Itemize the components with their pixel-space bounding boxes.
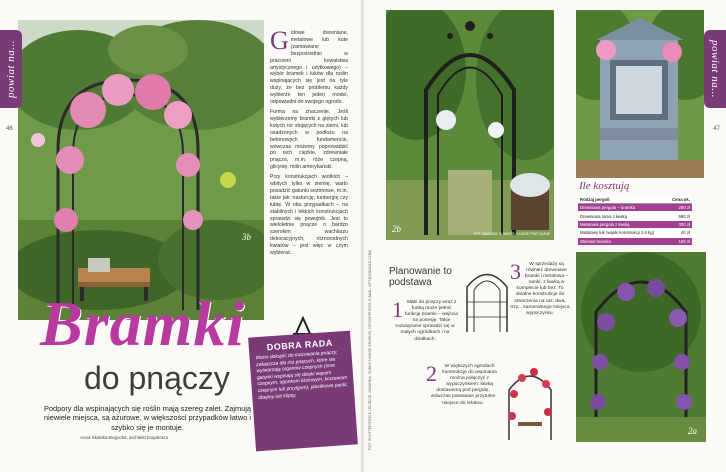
photo-credit: FOT. MEADOW SLIMMOR / LUDZIE PRZYJAZNE [473,232,550,236]
step-2-number: 2 [426,361,437,386]
table-row [578,204,692,212]
price-row-name: Stalowa bramka [578,237,667,245]
price-row-price: 590 zł [667,212,692,220]
left-page [0,0,362,472]
iron-arch-illustration [386,10,554,240]
step-2 [426,361,500,407]
section-tab [0,30,22,108]
blue-pergola-photo [576,10,704,178]
garden-arch-photo [18,20,264,320]
photo-label-2a: 2a [688,426,697,436]
price-row-name: Metalowy łuk (wąski konstrukcji 1,6 kg) [578,229,667,237]
tip-box [248,331,358,452]
table-row [578,212,692,220]
blue-pergola-illustration [576,10,704,178]
price-row-price: 250 zł [667,204,692,212]
photo-credits [368,250,376,460]
article-paragraph-2: Forma na znaczenie. Jeśli wybierzemy bramki z giętych lub kutych rur stojących na ziemi, lub osadzonych w podłożu na betonowych fundamencie, wówczas możemy poprowadzić po nich ciężkie, zdrewniałe pnącza, m.in. róże czepną, glicynię, milin amerykański. [270,108,348,171]
clematis-arch-photo [576,252,706,442]
table-row [578,220,692,228]
photo-credits-text: FOT. SHUTTERSTOCK (ZDJĘCIE: SKAWINA, SUNNY HOUSE GRAPHIC, ISTOCKPHOTO, E-MAIL: APT@GOOGLE.COM) [368,250,372,450]
table-row [578,237,692,245]
step-3-number: 3 [510,259,521,284]
price-row-price: 160 zł [667,237,692,245]
article-title: Bramki [40,288,246,359]
article-paragraph-1: otowe drewniane, metalowe lub kute (zamawiane bezpośrednio w pracowni kowalstwa artystycznego i użytkowego) – wybór bramek i łuków dla roślin wspinających się jest na tyle duży, że bez problemu każdy wybierze ten jeden model, odpowiedni do swojego ogrodu. [270,30,348,106]
article-column [270,26,348,257]
tip-text: Warto dokupić do mocowania pnączy, zwłaszcza dla róż pnących, które nie wytwarzają organów czepnych (inne gatunki wspinają się dzięki wąsom czepnym, ogonkom liściowym, korzeniom czepnym lub przylgom), plastikowe paski, obejmy lub klipsy. [255,350,348,401]
article-author: Anna Skalska-Bogucka, architekt krajobrazu [80,435,169,440]
price-row-name: Drewniana rama z ławką [578,212,667,220]
garden-arch-illustration [18,20,264,320]
step-1-number: 1 [392,297,403,322]
clematis-arch-illustration [576,252,706,442]
iron-arch-photo [386,10,554,240]
table-row [578,229,692,237]
rose-arch-sketch-icon [504,360,556,440]
article-paragraph-3: Przy konstrukcjach wiotkich – wbitych tylko w ziemię, warto posadzić gatunki sezonowe, m.in. takie jak: nasturcję, tunbergię czy łubię. W obu przypadkach – na stabilnych i lekkich konstrukcjach sprawdzi się powojnik. Jest to wieloletnie pnącze o bardzo szerokim wachlarzu dekoracyjnych, różnorodnych kwiatów – jest więc w czym wybierać. [270,174,348,257]
page-number-right: 47 [713,126,720,132]
article-subtitle: do pnączy [84,360,230,396]
page-number: 46 [6,126,13,132]
section-tab-label: powiat na... [5,40,17,98]
dropcap: G [270,26,289,55]
step-1-text: Słabi do pnączy wraz z furtką może pełnić funkcję bramki – wejścia na posesję. Takie rozwiązanie sprawdzi się w małych ogródkach i na działkach. [395,300,459,342]
price-col-price: Cena ok. [667,196,692,204]
cost-heading: Ile kosztują [579,180,630,192]
photo-label-2b: 2b [392,224,401,234]
tip-title: DOBRA RADA [266,337,334,353]
gate-sketch-icon [462,262,512,332]
step-3 [510,259,570,317]
price-col-type: Rodzaj pergoli [578,196,667,204]
right-page [364,0,726,472]
price-row-price: 40 zł [667,229,692,237]
photo-label: 3b [242,232,251,242]
step-1 [392,297,459,343]
price-row-name: Metalowa pergola z ławką [578,220,667,228]
price-row-name: Drewniana pergola – bramka [578,204,667,212]
section-tab-right [704,30,726,108]
section-tab-right-label: powiat na... [709,40,721,98]
plan-heading: Planowanie to podstawa [389,266,452,288]
price-table [578,196,692,246]
step-3-text: W sprzedaży są również drewniane bramki i metalowa – ramki, z ławką w komplecie lub bez. To idealne konstrukcje do stworzenia na raz, dwa, trzy... kameralnego miejsca wypoczynku. [510,262,570,316]
price-row-price: 300 zł [667,220,692,228]
article-lead: Podpory dla wspinających się roślin mają szereg zalet. Zajmują niewiele miejsca, są ażurowe, w większości przypadków łatwo i szybko się je montuje. [43,404,252,432]
step-2-text: W większych ogrodach konstrukcję do wspinania można połączyć z wypoczynkiem: ławką dostawioną pod pergolę, wówczas powstanie przytulne miejsce do relaksu. [430,364,497,406]
